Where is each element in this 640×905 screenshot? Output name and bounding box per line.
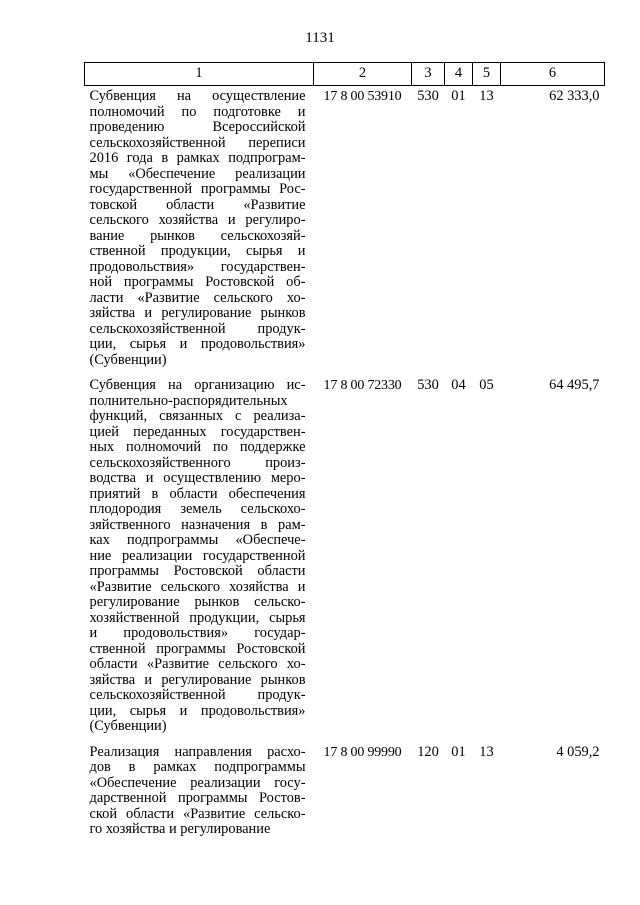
table-row (85, 86, 605, 379)
description-line: «Обеспечение реализации госу- (89, 774, 306, 791)
description-line: зяйственного назначения в рам- (89, 516, 306, 533)
description-line: ственной продукции, сырья и (89, 243, 306, 259)
description-line: Субвенция на организацию ис- (89, 377, 306, 393)
section-code: 01 (451, 743, 466, 760)
column-header-2: 2 (314, 63, 412, 86)
description-line: полнительно-распорядительных (89, 392, 288, 409)
expense-type-code: 530 (417, 377, 439, 393)
table-body (85, 86, 605, 848)
description-line: Реализация направления расхо- (89, 743, 306, 760)
column-header-3: 3 (412, 63, 445, 86)
description-line: (Субвенции) (89, 718, 167, 734)
column-header-4: 4 (445, 63, 473, 86)
description-line: дарственной программы Ростов- (89, 790, 306, 806)
subsection-code: 13 (479, 743, 494, 760)
description-line: полномочий по подготовке и (89, 103, 306, 120)
description-line: ской области «Развитие сельско- (89, 805, 306, 822)
description-line: ции, сырья и продовольствия» (89, 702, 306, 719)
description-line: товской области «Развитие (89, 196, 306, 213)
description-line: 2016 года в рамках подпрограм- (89, 150, 306, 166)
description-line: ных полномочий по поддержке (89, 439, 306, 455)
table-header-row (85, 63, 605, 86)
description-line: сельского хозяйства и регулиро- (89, 212, 306, 228)
page-number: 1131 (305, 30, 335, 46)
description-line: проведению Всероссийской (89, 119, 306, 135)
description-line: дов в рамках подпрограммы (89, 759, 306, 775)
description-line: продовольствия» государствен- (89, 258, 306, 275)
column-header-5: 5 (473, 63, 501, 86)
expense-type-code: 120 (417, 743, 439, 760)
description-line: (Субвенции) (89, 351, 167, 368)
table-row (85, 745, 605, 848)
description-line: хозяйственной продукции, сырья (89, 609, 306, 626)
expense-description (85, 86, 314, 379)
table-row (85, 378, 605, 745)
expense-description (85, 745, 314, 848)
budget-classification-code: 17 8 00 53910 (323, 89, 402, 104)
expense-description (85, 378, 314, 745)
description-line: сельскохозяйственной продук- (89, 320, 306, 337)
description-line: сельскохозяйственной переписи (89, 134, 306, 151)
column-header-6: 6 (501, 63, 605, 86)
description-line: «Развитие сельского хозяйства и (89, 578, 306, 595)
description-line: ции, сырья и продовольствия» (89, 336, 306, 352)
description-line: ках подпрограммы «Обеспече- (89, 532, 306, 548)
section-code: 01 (451, 88, 466, 104)
amount-value: 64 495,7 (549, 377, 600, 393)
description-line: сельскохозяйственной продук- (89, 687, 306, 703)
description-line: приятий в области обеспечения (89, 485, 306, 502)
description-line: и продовольствия» государ- (89, 625, 306, 641)
expense-type-code: 530 (417, 88, 439, 104)
subsection-code: 05 (479, 377, 494, 393)
column-header-1: 1 (85, 63, 314, 86)
description-line: вание рынков сельскохозяй- (89, 227, 306, 244)
description-line: ственной программы Ростовской (89, 640, 306, 657)
budget-classification-code: 17 8 00 72330 (323, 378, 402, 393)
budget-table (84, 62, 605, 848)
description-line: зяйства и регулирование рынков (89, 305, 306, 321)
subsection-code: 13 (479, 88, 494, 104)
description-line: ние реализации государственной (89, 547, 306, 564)
section-code: 04 (451, 377, 466, 393)
amount-value: 4 059,2 (556, 743, 600, 760)
description-line: го хозяйства и регулирование (89, 821, 271, 837)
description-line: сельскохозяйственного произ- (89, 454, 306, 471)
description-line: функций, связанных с реализа- (89, 408, 306, 424)
description-line: плодородия земель сельскохо- (89, 501, 306, 517)
description-line: программы Ростовской области (89, 563, 306, 579)
description-line: государственной программы Рос- (89, 181, 306, 197)
description-line: водства и осуществлению меро- (89, 470, 306, 486)
description-line: области «Развитие сельского хо- (89, 656, 306, 672)
description-line: мы «Обеспечение реализации (89, 165, 306, 182)
description-line: зяйства и регулирование рынков (89, 671, 306, 688)
description-line: ласти «Развитие сельского хо- (89, 289, 306, 306)
description-line: регулирование рынков сельско- (89, 594, 306, 610)
budget-classification-code: 17 8 00 99990 (323, 744, 402, 760)
amount-value: 62 333,0 (549, 88, 600, 104)
description-line: Субвенция на осуществление (89, 88, 306, 104)
description-line: цией переданных государствен- (89, 423, 306, 440)
description-line: ной программы Ростовской об- (89, 274, 306, 290)
